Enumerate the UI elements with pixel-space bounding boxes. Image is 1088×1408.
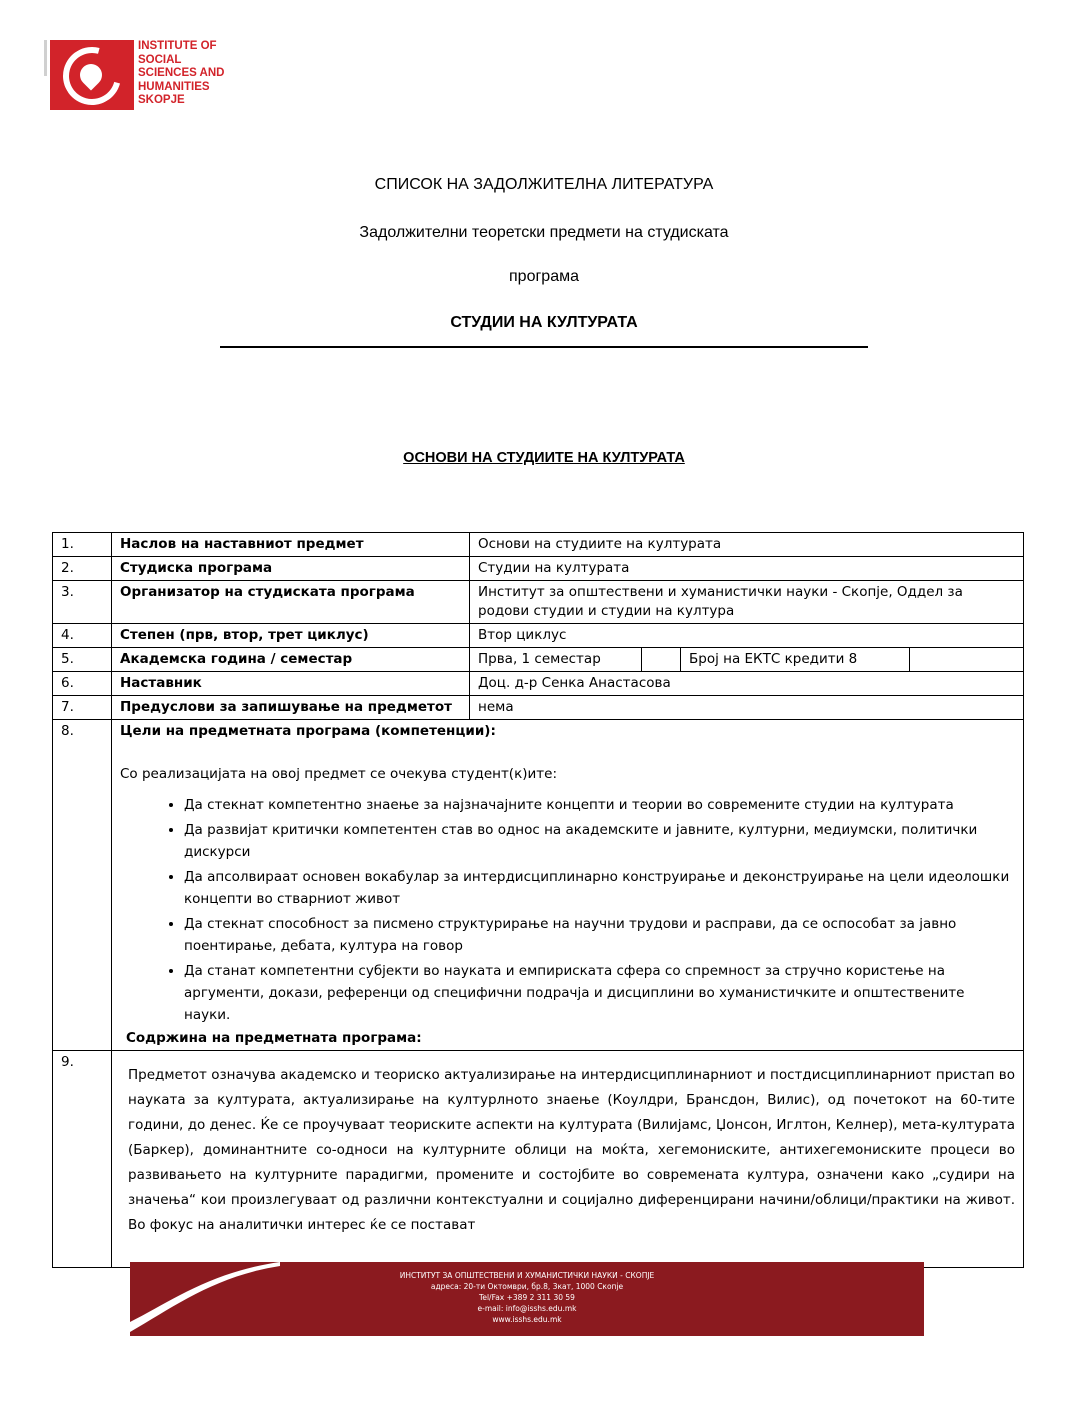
course-info-table bbox=[52, 532, 1024, 1268]
row-label: Наслов на наставниот предмет bbox=[112, 533, 470, 557]
subtitle-line1: Задолжителни теоретски предмети на студиската bbox=[359, 224, 729, 241]
program-title: СТУДИИ НА КУЛТУРАТА bbox=[450, 314, 638, 331]
table-row bbox=[53, 696, 1024, 720]
list-title: СПИСОК НА ЗАДОЛЖИТЕЛНА ЛИТЕРАТУРА bbox=[374, 176, 714, 193]
table-row-goals bbox=[53, 720, 1024, 1051]
content-cell bbox=[112, 1051, 1024, 1268]
table-row bbox=[53, 648, 1024, 672]
row-number: 4. bbox=[53, 624, 112, 648]
table-row bbox=[53, 533, 1024, 557]
goals-title: Цели на предметната програма (компетенции): bbox=[120, 723, 496, 739]
subtitle-line2: програма bbox=[509, 268, 579, 285]
logo-emblem bbox=[50, 40, 134, 110]
row-number: 1. bbox=[53, 533, 112, 557]
footer-phone: Tel/Fax +389 2 311 30 59 bbox=[479, 1293, 575, 1302]
row-label: Наставник bbox=[112, 672, 470, 696]
row-number: 7. bbox=[53, 696, 112, 720]
list-item: • Да станат компетентни субјекти во науката и емпириската сфера со спремност за стручно користење на аргументи, докази, референци од специфични подрачја и дисциплини во хуманистичките и општествените науки. bbox=[184, 960, 1015, 1026]
row-label: Студиска програма bbox=[112, 557, 470, 581]
row-number: 5. bbox=[53, 648, 112, 672]
footer-institute: ИНСТИТУТ ЗА ОПШТЕСТВЕНИ И ХУМАНИСТИЧКИ НАУКИ - СКОПЈЕ bbox=[399, 1271, 655, 1280]
row-value-split bbox=[470, 648, 1024, 672]
list-item: • Да стекнат компетентно знаење за најзначајните концепти и теории во современите студии на културата bbox=[184, 794, 1015, 816]
row-number: 9. bbox=[53, 1051, 112, 1268]
row-label: Степен (прв, втор, трет циклус) bbox=[112, 624, 470, 648]
side-mark bbox=[44, 40, 47, 76]
row-number: 6. bbox=[53, 672, 112, 696]
goals-list bbox=[120, 794, 1015, 1026]
table-row-content bbox=[53, 1051, 1024, 1268]
goals-intro: Со реализацијата на овој предмет се очекува студент(к)ите: bbox=[120, 766, 557, 782]
footer-website[interactable]: www.isshs.edu.mk bbox=[492, 1315, 562, 1324]
table-row bbox=[53, 624, 1024, 648]
list-item: • Да стекнат способност за писмено структурирање на научни трудови и расправи, да се оспособат за јавно поентирање, дебата, култура на говор bbox=[184, 913, 1015, 957]
content-paragraph: Предметот означува академско и теориско актуализирање на интердисциплинарниот и постдисциплинарниот пристап во науката за културата, актуализирање на културлното знаење (Коулдри, Брансдон, Вилис), од почетокот на 60-тите години, до денес. Ќе се проучуваат теориските аспекти на културата (Вилијамс, Џонсон, Иглтон, Келнер), мета-културата (Баркер), доминантните со-односи на културните облици на моќта, хегемониските, антихегемониските процеси во развивањето на културните парадигми, промените и состојбите во современата култура, означени како „судири на значења“ кои произлегуваат од различни контекстуални и социјално диференцирани начини/облици/практики на живот. Во фокус на аналитички интерес ќе се постават bbox=[128, 1067, 1015, 1233]
goals-cell bbox=[112, 720, 1024, 1051]
list-item: • Да апсолвираат основен вокабулар за интердисциплинарно конструирање и деконструирање на цели идеолошки концепти во стварниот живот bbox=[184, 866, 1015, 910]
row-label: Организатор на студиската програма bbox=[112, 581, 470, 624]
row-number: 3. bbox=[53, 581, 112, 624]
row-number: 2. bbox=[53, 557, 112, 581]
semester-value: Прва, 1 семестар bbox=[470, 648, 642, 671]
row-value: нема bbox=[470, 696, 1024, 720]
content-title: Содржина на предметната програма: bbox=[126, 1030, 422, 1046]
logo-text: INSTITUTE OF SOCIAL SCIENCES AND HUMANITIES SKOPJE bbox=[138, 40, 225, 106]
list-item: • Да развијат критички компетентен став во однос на академските и јавните, културни, медиумски, политички дискурси bbox=[184, 819, 1015, 863]
footer-address: адреса: 20-ти Октомври, бр.8, 3кат, 1000 Скопје bbox=[430, 1282, 624, 1291]
empty-cell bbox=[642, 648, 681, 671]
institute-logo bbox=[50, 40, 250, 112]
row-value: Институт за општествени и хуманистички науки - Скопје, Оддел за родови студии и студии на култура bbox=[470, 581, 1024, 624]
row-label: Предуслови за запишување на предметот bbox=[112, 696, 470, 720]
course-title: ОСНОВИ НА СТУДИИТЕ НА КУЛТУРАТА bbox=[403, 450, 685, 466]
row-label: Академска година / семестар bbox=[112, 648, 470, 672]
row-value: Доц. д-р Сенка Анастасова bbox=[470, 672, 1024, 696]
table-row bbox=[53, 557, 1024, 581]
page-footer bbox=[130, 1262, 924, 1336]
table-row bbox=[53, 672, 1024, 696]
title-divider bbox=[220, 346, 868, 348]
row-value: Основи на студиите на културата bbox=[470, 533, 1024, 557]
ects-value: Број на ЕКТС кредити 8 bbox=[681, 648, 910, 671]
row-number: 8. bbox=[53, 720, 112, 1051]
row-value: Студии на културата bbox=[470, 557, 1024, 581]
footer-email[interactable]: e-mail: info@isshs.edu.mk bbox=[477, 1304, 577, 1313]
row-value: Втор циклус bbox=[470, 624, 1024, 648]
table-row bbox=[53, 581, 1024, 624]
